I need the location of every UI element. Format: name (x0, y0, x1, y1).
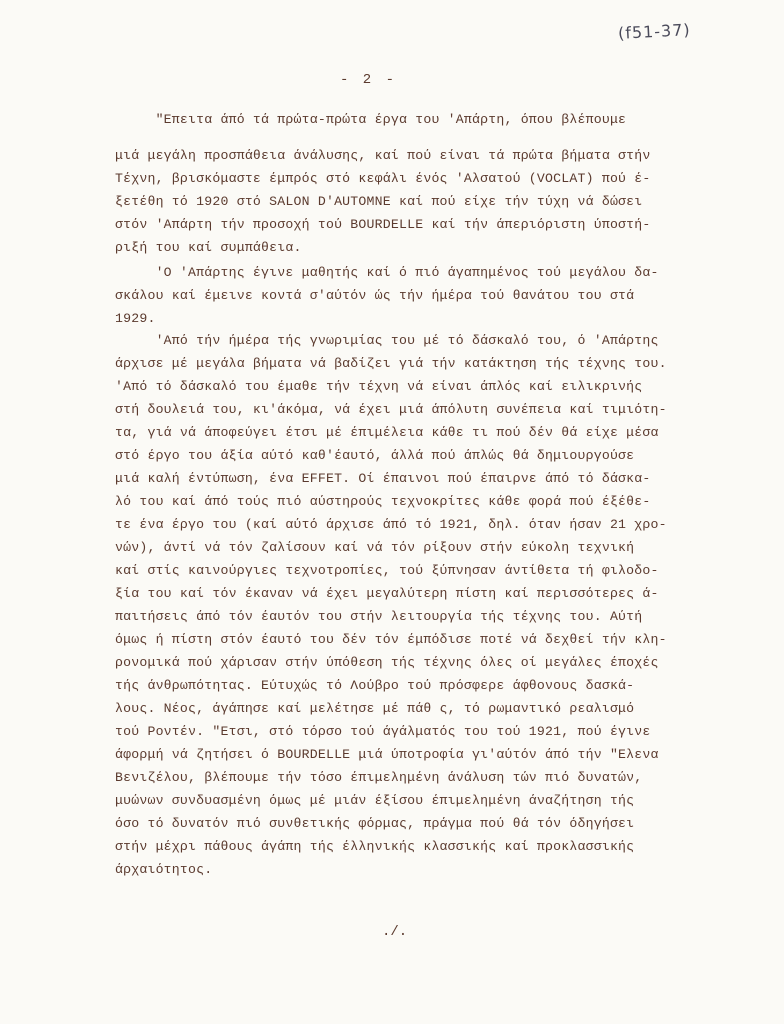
text-line: 'Από τό δάσκαλό του έμαθε τήν τέχνη νά είναι άπλός καί ειλικρινής (115, 379, 643, 394)
text-line: ριξή του καί συμπάθεια. (115, 240, 302, 255)
text-line: στόν 'Απάρτη τήν προσοχή τού BOURDELLE καί τήν άπεριόριστη ύποστή- (115, 217, 651, 232)
end-mark: ./. (382, 924, 408, 940)
text-line: 'Από τήν ήμέρα τής γνωριμίας του μέ τό δάσκαλό του, ό 'Απάρτης (115, 333, 659, 348)
text-line: "Επειτα άπό τά πρώτα-πρώτα έργα του 'Απάρτη, όπου βλέπουμε (115, 112, 627, 127)
text-line: άρχισε μέ μεγάλα βήματα νά βαδίζει γιά τήν κατάκτηση τής τέχνης του. (115, 356, 667, 371)
page-number: - 2 - (340, 72, 398, 88)
text-line: μυώνων συνδυασμένη όμως μέ μιάν έξίσου έπιμελημένη άναζήτηση τής (115, 793, 635, 808)
text-line: τα, γιά νά άποφεύγει έτσι μέ έπιμέλεια κάθε τι πού δέν θά είχε μέσα (115, 425, 659, 440)
text-line: νών), άντί νά τόν ζαλίσουν καί νά τόν ρίξουν στήν εύκολη τεχνική (115, 540, 635, 555)
text-line: όμως ή πίστη στόν έαυτό του δέν τόν έμπόδισε ποτέ νά δεχθεί τήν κλη- (115, 632, 667, 647)
text-line: τής άνθρωπότητας. Εύτυχώς τό Λούβρο τού πρόσφερε άφθονους δασκά- (115, 678, 635, 693)
text-line: 1929. (115, 311, 156, 326)
text-line: λους. Νέος, άγάπησε καί μελέτησε μέ πάθ ς, τό ρωμαντικό ρεαλισμό (115, 701, 635, 716)
text-line: Τέχνη, βρισκόμαστε έμπρός στό κεφάλι ένός 'Αλσατού (VOCLAT) πού έ- (115, 171, 651, 186)
text-line: σκάλου καί έμεινε κοντά σ'αύτόν ώς τήν ήμέρα τού θανάτου του στά (115, 288, 635, 303)
text-line: άρχαιότητος. (115, 862, 213, 877)
text-line: στό έργο του άξία αύτό καθ'έαυτό, άλλά πού άπλώς θά δημιουργούσε (115, 448, 635, 463)
text-line: καί στίς καινούργιες τεχνοτροπίες, τού ξύπνησαν άντίθετα τή φιλοδο- (115, 563, 659, 578)
text-line: τού Ροντέν. "Ετσι, στό τόρσο τού άγάλματός του τού 1921, πού έγινε (115, 724, 651, 739)
archive-reference: (f51-37) (617, 20, 692, 43)
text-line: μιά μεγάλη προσπάθεια άνάλυσης, καί πού είναι τά πρώτα βήματα στήν (115, 148, 651, 163)
text-line: Βενιζέλου, βλέπουμε τήν τόσο έπιμελημένη άνάλυση τών πιό δυνατών, (115, 770, 643, 785)
text-line: ξετέθη τό 1920 στό SALON D'AUTOMNE καί πού είχε τήν τύχη νά δώσει (115, 194, 643, 209)
text-line: 'Ο 'Απάρτης έγινε μαθητής καί ό πιό άγαπημένος τού μεγάλου δα- (115, 265, 659, 280)
text-line: άφορμή νά ζητήσει ό BOURDELLE μιά ύποτροφία γι'αύτόν άπό τήν "Ελενα (115, 747, 659, 762)
text-line: μιά καλή έντύπωση, ένα EFFET. Οί έπαινοι πού έπαιρνε άπό τό δάσκα- (115, 471, 651, 486)
text-line: παιτήσεις άπό τόν έαυτόν του στήν λειτουργία τής τέχνης του. Αύτή (115, 609, 643, 624)
text-line: στή δουλειά του, κι'άκόμα, νά έχει μιά άπόλυτη συνέπεια καί τιμιότη- (115, 402, 667, 417)
text-line: ρονομικά πού χάρισαν στήν ύπόθεση τής τέχνης όλες οί μεγάλες έποχές (115, 655, 659, 670)
text-line: στήν μέχρι πάθους άγάπη τής έλληνικής κλασσικής καί προκλασσικής (115, 839, 635, 854)
text-line: όσο τό δυνατόν πιό συνθετικής φόρμας, πράγμα πού θά τόν όδηγήσει (115, 816, 635, 831)
text-line: λό του καί άπό τούς πιό αύστηρούς τεχνοκρίτες κάθε φορά πού έξέθε- (115, 494, 651, 509)
text-line: τε ένα έργο του (καί αύτό άρχισε άπό τό 1921, δηλ. όταν ήσαν 21 χρο- (115, 517, 667, 532)
text-line: ξία του καί τόν έκαναν νά έχει μεγαλύτερη πίστη καί περισσότερες ά- (115, 586, 659, 601)
